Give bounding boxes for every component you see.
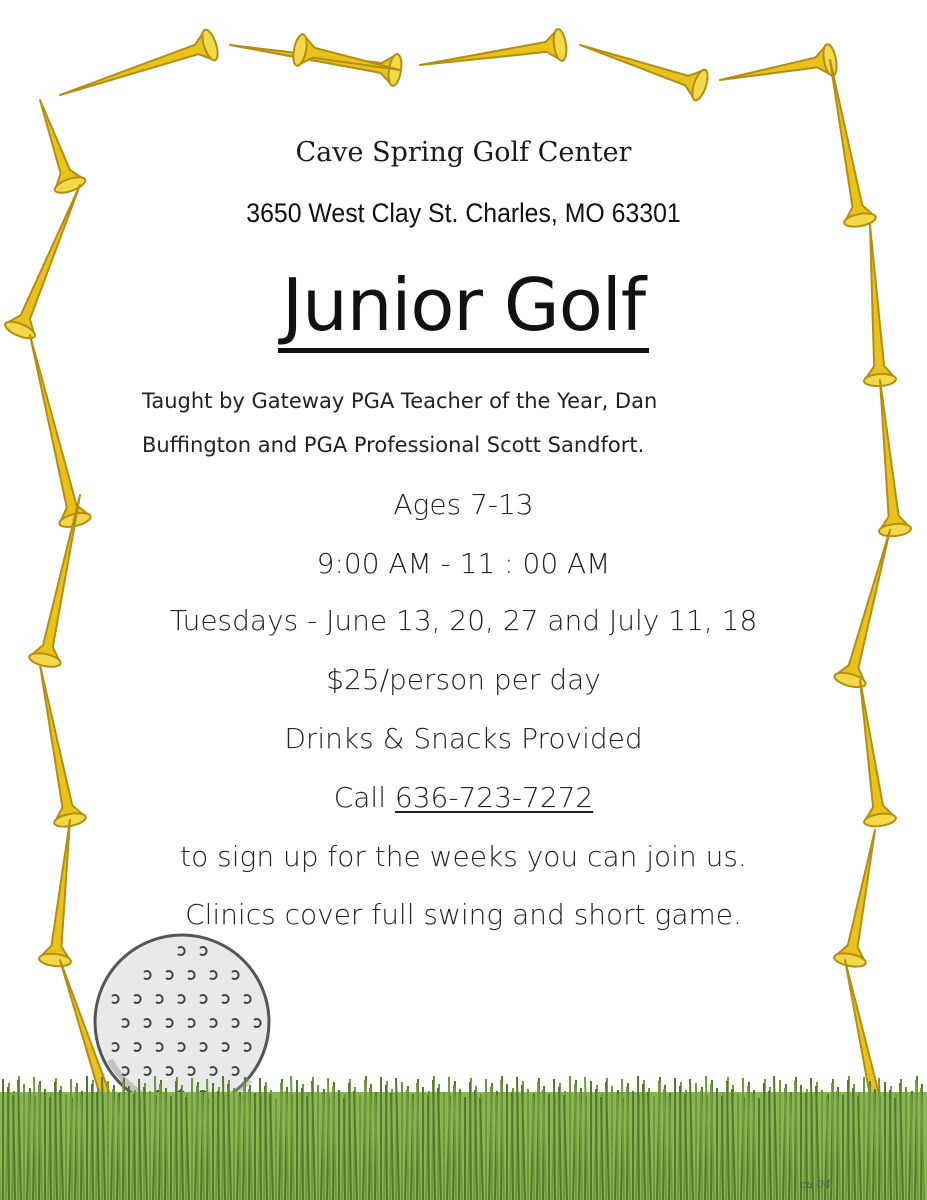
flyer-title [0, 262, 927, 353]
signup-note: to sign up for the weeks you can join us. [180, 840, 747, 873]
instructors-line-2: Buffington and PGA Professional Scott Sandfort. [142, 433, 645, 457]
venue-name: Cave Spring Golf Center [295, 137, 632, 168]
golf-tee [420, 28, 568, 65]
golf-tee [580, 45, 711, 102]
flyer-title-text: Junior Golf [278, 262, 649, 353]
call-line [0, 781, 927, 814]
phone-link[interactable]: 636-723-7272 [394, 781, 594, 814]
call-prefix: Call [333, 781, 386, 814]
instructors-line-1: Taught by Gateway PGA Teacher of the Year, Dan [142, 389, 658, 413]
artist-signature: cu 04 [800, 1178, 831, 1191]
golf-tee [720, 43, 839, 80]
session-dates: Tuesdays - June 13, 20, 27 and July 11, 18 [169, 604, 758, 637]
price: $25/person per day [326, 663, 601, 696]
session-time: 9:00 AM - 11 : 00 AM [316, 547, 611, 580]
golf-tee [60, 28, 221, 95]
age-range: Ages 7-13 [393, 488, 534, 521]
clinics-note: Clinics cover full swing and short game. [185, 898, 742, 931]
golf-ball-illustration [95, 935, 269, 1109]
refreshments-note: Drinks & Snacks Provided [284, 722, 643, 755]
venue-address: 3650 West Clay St. Charles, MO 63301 [246, 198, 681, 228]
grass-strip [0, 1076, 927, 1200]
